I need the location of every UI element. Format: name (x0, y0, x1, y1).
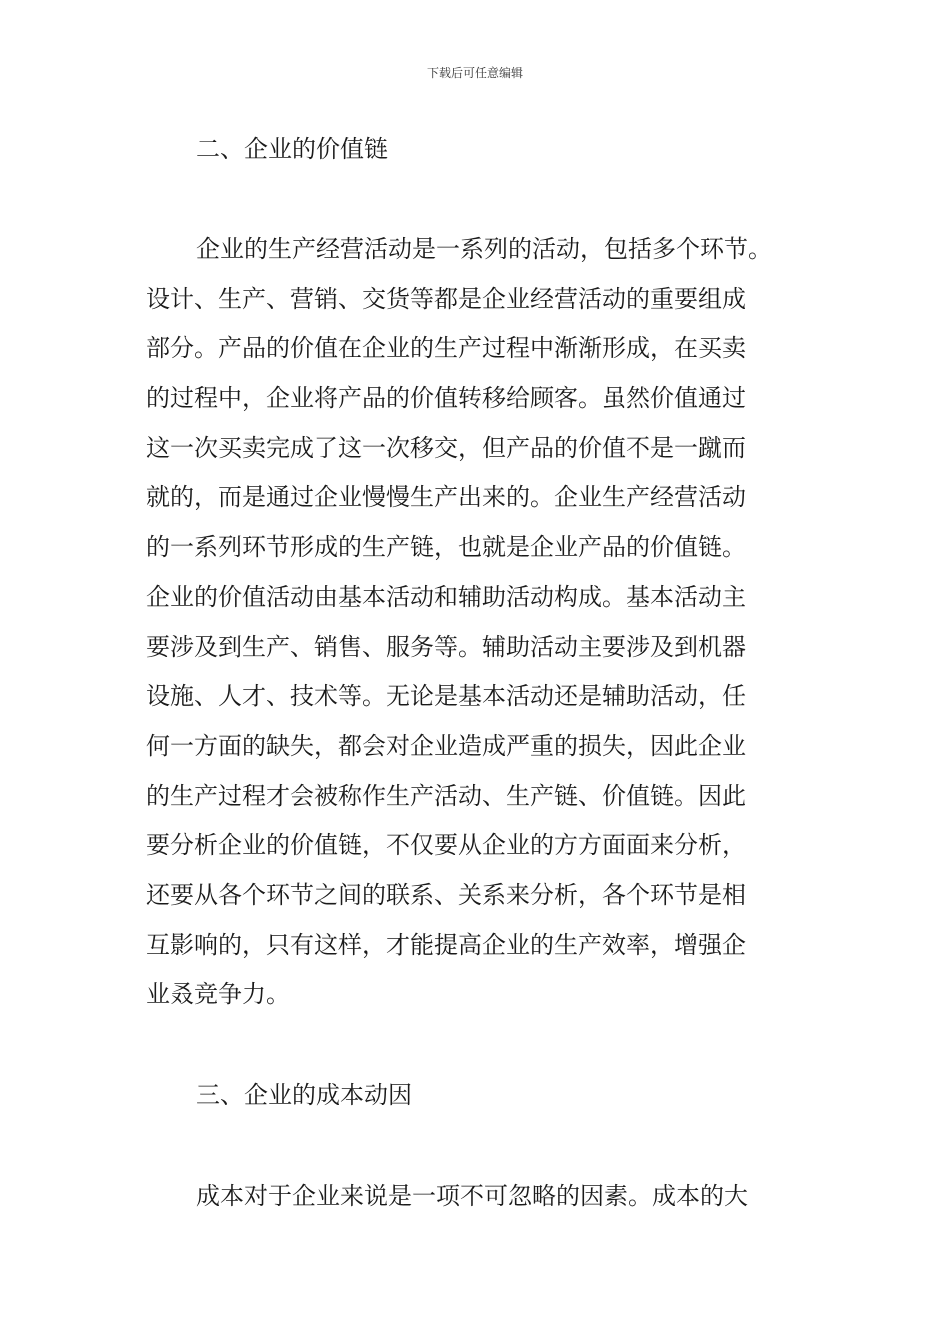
paragraph-line: 的生产过程才会被称作生产活动、生产链、价值链。因此 (146, 781, 746, 810)
paragraph-line: 就的，而是通过企业慢慢生产出来的。企业生产经营活动 (146, 483, 746, 512)
paragraph-line: 业叒竞争力。 (146, 980, 290, 1009)
paragraph-line: 这一次买卖完成了这一次移交，但产品的价值不是一蹴而 (146, 433, 746, 462)
paragraph-cost-drivers (146, 1172, 826, 1222)
paragraph-value-chain (146, 225, 826, 1020)
paragraph-line: 的过程中，企业将产品的价值转移给顾客。虽然价值通过 (146, 384, 746, 413)
paragraph-line: 部分。产品的价值在企业的生产过程中渐渐形成，在买卖 (146, 334, 746, 363)
paragraph-line: 何一方面的缺失，都会对企业造成严重的损失，因此企业 (146, 731, 746, 760)
paragraph-line: 要分析企业的价值链，不仅要从企业的方方面面来分析， (146, 831, 746, 860)
paragraph-line: 设计、生产、营销、交货等都是企业经营活动的重要组成 (146, 284, 746, 313)
page-header-note: 下载后可任意编辑 (426, 66, 523, 80)
section-heading-cost-drivers: 三、企业的成本动因 (196, 1081, 412, 1109)
paragraph-line: 互影响的，只有这样，才能提高企业的生产效率，增强企 (146, 930, 746, 959)
paragraph-line: 的一系列环节形成的生产链，也就是企业产品的价值链。 (146, 533, 746, 562)
paragraph-line: 要涉及到生产、销售、服务等。辅助活动主要涉及到机器 (146, 632, 746, 661)
section-heading-value-chain: 二、企业的价值链 (196, 135, 388, 163)
paragraph-line: 企业的价值活动由基本活动和辅助活动构成。基本活动主 (146, 582, 746, 611)
paragraph-line: 成本对于企业来说是一项不可忽略的因素。成本的大 (196, 1182, 748, 1210)
paragraph-line: 企业的生产经营活动是一系列的活动，包括多个环节。 (196, 235, 772, 263)
paragraph-line: 还要从各个环节之间的联系、关系来分析，各个环节是相 (146, 880, 746, 909)
paragraph-line: 设施、人才、技术等。无论是基本活动还是辅助活动，任 (146, 682, 746, 711)
